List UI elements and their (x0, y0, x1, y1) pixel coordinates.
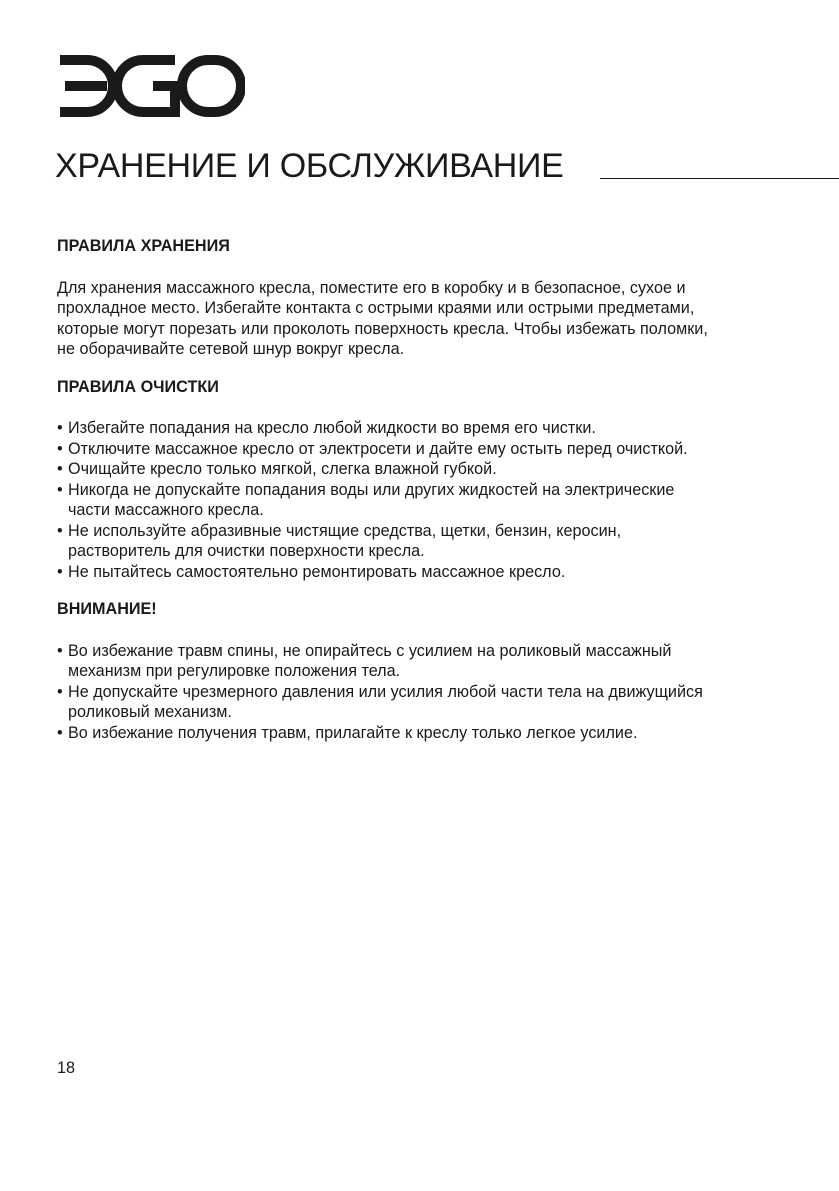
list-item: • Не используйте абразивные чистящие средства, щетки, бензин, керосин, растворитель для очистки поверхности кресла. (57, 521, 817, 562)
paragraph-line: прохладное место. Избегайте контакта с острыми краями или острыми предметами, (57, 299, 695, 317)
page-title: ХРАНЕНИЕ И ОБСЛУЖИВАНИЕ (55, 147, 564, 185)
logo-letter-g (117, 60, 175, 112)
cleaning-list (57, 418, 817, 582)
paragraph-line: не оборачивайте сетевой шнур вокруг кресла. (57, 340, 405, 358)
list-item: • Во избежание получения травм, прилагайте к креслу только легкое усилие. (57, 723, 817, 744)
paragraph-line: Для хранения массажного кресла, поместите его в коробку и в безопасное, сухое и (57, 278, 686, 297)
paragraph-line: которые могут порезать или проколоть поверхность кресла. Чтобы избежать поломки, (57, 319, 708, 338)
list-item: • Избегайте попадания на кресло любой жидкости во время его чистки. (57, 418, 817, 439)
list-item: • Никогда не допускайте попадания воды или других жидкостей на электрические части массажного кресла. (57, 480, 817, 521)
logo-letter-e (60, 60, 113, 112)
page-number: 18 (57, 1059, 76, 1077)
title-divider (600, 178, 839, 179)
logo-letter-o (182, 60, 241, 112)
warning-list (57, 641, 817, 744)
list-item: • Отключите массажное кресло от электросети и дайте ему остыть перед очисткой. (57, 439, 817, 460)
content (57, 236, 817, 743)
list-item: • Не допускайте чрезмерного давления или усилия любой части тела на движущийся роликовый механизм. (57, 682, 817, 723)
brand-logo (55, 55, 245, 117)
storage-heading: ПРАВИЛА ХРАНЕНИЯ (57, 237, 230, 255)
storage-paragraph (57, 278, 817, 360)
cleaning-heading: ПРАВИЛА ОЧИСТКИ (57, 377, 219, 396)
list-item: • Во избежание травм спины, не опирайтесь с усилием на роликовый массажный механизм при регулировке положения тела. (57, 641, 817, 682)
list-item: • Очищайте кресло только мягкой, слегка влажной губкой. (57, 459, 817, 480)
warning-heading: ВНИМАНИЕ! (57, 600, 157, 618)
list-item: • Не пытайтесь самостоятельно ремонтировать массажное кресло. (57, 562, 817, 583)
